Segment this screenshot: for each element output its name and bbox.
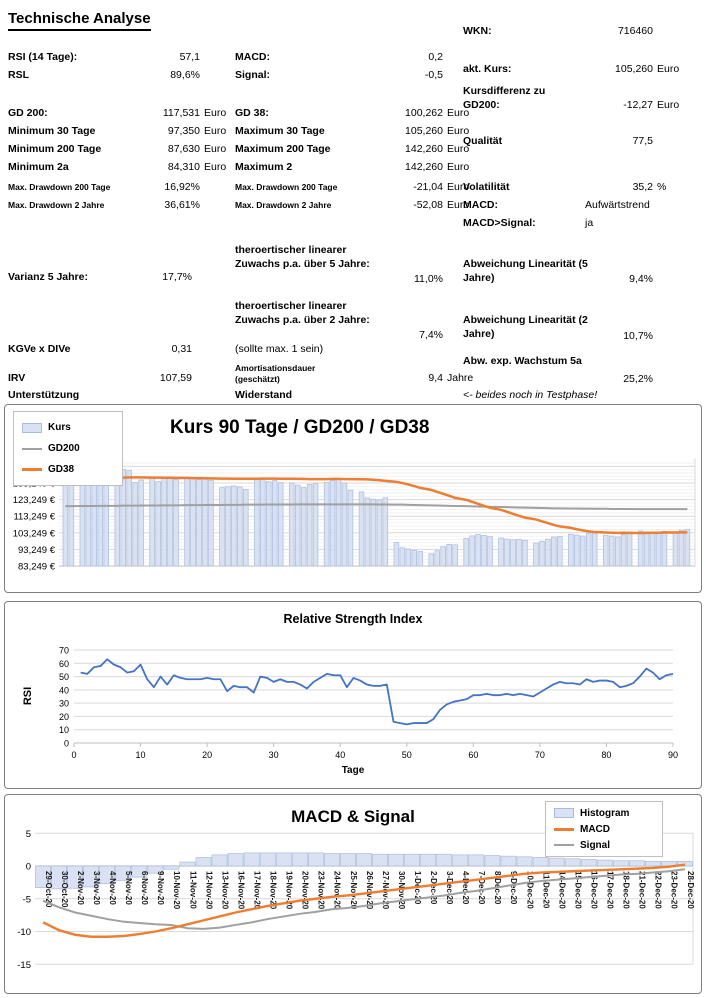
stat-value: ja [585,217,594,229]
stat-row [8,156,258,174]
svg-text:29-Oct-20: 29-Oct-20 [43,871,53,908]
svg-text:13-Nov-20: 13-Nov-20 [220,871,230,910]
legend-item-histogram [554,805,654,821]
legend-label-signal: Signal [580,839,611,851]
stat-label: Maximum 30 Tage [235,125,325,137]
svg-text:83,249 €: 83,249 € [18,561,55,573]
abwexp-label: Abw. exp. Wachstum 5a [463,355,582,367]
kgve-label: KGVe x DIVe [8,343,71,355]
page-title: Technische Analyse [8,10,151,31]
svg-text:11-Nov-20: 11-Nov-20 [188,871,198,909]
svg-text:4-Nov-20: 4-Nov-20 [108,871,118,905]
stat-label: RSI (14 Tage): [8,51,78,63]
svg-text:4-Dec-20: 4-Dec-20 [461,871,471,905]
svg-text:24-Nov-20: 24-Nov-20 [332,871,342,910]
svg-text:21-Dec-20: 21-Dec-20 [637,871,647,909]
stat-value: 35,2 [632,181,653,193]
stat-suffix: Euro [204,161,227,173]
stat-value: 89,6% [170,69,200,81]
stat-label: RSL [8,69,29,81]
svg-text:5-Nov-20: 5-Nov-20 [124,871,134,905]
svg-text:90: 90 [667,750,679,760]
abw5-label: Abweichung Linearität (5 Jahre) [463,258,588,284]
svg-text:60: 60 [468,750,479,760]
stat-label: Minimum 200 Tage [8,143,102,155]
stat-value: 84,310 [167,161,200,173]
svg-text:19-Nov-20: 19-Nov-20 [284,871,294,910]
stat-label: Volatilität [463,181,510,193]
stat-row [235,46,485,64]
gd200-line-icon [22,448,42,450]
stat-value: 716460 [617,25,653,37]
svg-text:70: 70 [58,645,69,656]
kurs-chart-legend [13,411,123,486]
legend-item-kurs [22,417,114,438]
legend-label-kurs: Kurs [48,422,71,433]
rsi-y-axis-label: RSI [22,686,35,706]
kurs-chart-title: Kurs 90 Tage / GD200 / GD38 [170,417,430,438]
legend-label-gd200: GD200 [48,443,80,454]
stats-column-right [463,20,706,230]
svg-text:9-Nov-20: 9-Nov-20 [156,871,166,905]
stat-row [235,194,485,212]
svg-text:15-Dec-20: 15-Dec-20 [573,871,583,909]
zuwachs5-value: 11,0% [414,273,443,285]
legend-label-gd38: GD38 [48,464,75,475]
stat-label: Maximum 2 [235,161,293,173]
svg-text:70: 70 [534,750,545,760]
svg-text:2-Dec-20: 2-Dec-20 [428,871,438,905]
stat-row [8,176,258,194]
svg-text:40: 40 [58,685,69,696]
svg-text:50: 50 [58,672,69,683]
svg-text:30: 30 [268,750,279,760]
stat-suffix: Euro [204,143,227,155]
svg-text:93,249 €: 93,249 € [18,544,55,556]
legend-item-signal [554,837,654,853]
svg-text:25-Nov-20: 25-Nov-20 [348,871,358,910]
stat-value: 100,262 [405,107,443,119]
stat-label: GD 38: [235,107,269,119]
svg-text:0: 0 [63,738,69,749]
stat-row [235,138,485,156]
zuwachs2-note: (sollte max. 1 sein) [235,343,324,355]
stat-suffix: Euro [447,181,470,193]
stat-value: 105,260 [615,63,653,75]
stat-value: Aufwärtstrend [585,199,650,211]
stat-row [8,46,258,64]
stat-row [463,194,706,212]
svg-text:16-Nov-20: 16-Nov-20 [236,871,246,910]
stat-suffix: Euro [204,107,227,119]
legend-label-histogram: Histogram [580,807,630,819]
macd-chart-title: MACD & Signal [291,807,415,826]
stat-row [8,194,258,212]
svg-text:16-Dec-20: 16-Dec-20 [589,871,599,909]
legend-label-macd: MACD [580,823,610,835]
svg-text:2-Nov-20: 2-Nov-20 [75,871,85,905]
svg-text:-10: -10 [17,927,31,938]
stat-value: 87,630 [167,143,200,155]
stat-row [463,58,706,76]
stat-row [8,64,258,82]
stat-suffix: Euro [447,161,470,173]
svg-text:30: 30 [58,698,69,709]
stat-value: 117,531 [162,107,200,119]
svg-text:27-Nov-20: 27-Nov-20 [380,871,390,910]
stat-label: akt. Kurs: [463,63,512,75]
stat-row [8,138,258,156]
svg-text:10-Nov-20: 10-Nov-20 [172,871,182,910]
stat-value: 77,5 [632,135,653,147]
stat-label: Qualität [463,135,503,147]
stat-row [463,84,706,112]
svg-text:18-Dec-20: 18-Dec-20 [621,871,631,909]
svg-text:22-Dec-20: 22-Dec-20 [653,871,663,909]
stat-row [8,120,258,138]
stat-suffix: Euro [447,199,470,211]
svg-text:14-Dec-20: 14-Dec-20 [557,871,567,909]
svg-text:30-Oct-20: 30-Oct-20 [59,871,69,908]
stat-row [235,120,485,138]
unterstuetzung-label: Unterstützung [8,389,80,401]
svg-text:5: 5 [25,828,31,840]
stat-value: -21,04 [413,181,443,193]
legend-item-gd38 [22,459,114,480]
testphase-note: <- beides noch in Testphase! [463,389,598,401]
svg-text:11-Dec-20: 11-Dec-20 [541,871,551,909]
svg-text:60: 60 [58,658,69,669]
stat-value: -12,27 [623,99,653,111]
stat-row [463,176,706,194]
stat-label: Max. Drawdown 2 Jahre [8,200,105,210]
svg-text:10-Dec-20: 10-Dec-20 [525,871,535,909]
macd-line-icon [554,828,574,831]
svg-text:80: 80 [601,750,612,760]
amort-suffix: Jahre [447,372,474,384]
legend-item-gd200 [22,438,114,459]
stat-label: Minimum 30 Tage [8,125,96,137]
abw5-value: 9,4% [629,273,653,285]
svg-text:20-Nov-20: 20-Nov-20 [300,871,310,910]
svg-text:0: 0 [25,861,31,873]
svg-text:103,249 €: 103,249 € [12,528,55,540]
stat-value: -52,08 [413,199,443,211]
stat-suffix: Euro [447,125,470,137]
stat-suffix: Euro [657,99,680,111]
amort-value: 9,4 [428,372,443,384]
kgve-value: 0,31 [171,343,192,355]
macd-chart-panel [4,794,702,994]
svg-text:17-Dec-20: 17-Dec-20 [605,871,615,909]
widerstand-label: Widerstand [235,389,293,401]
svg-text:113,249 €: 113,249 € [13,511,55,523]
signal-line-icon [554,844,574,846]
zuwachs2-label: theroertischer linearer Zuwachs p.a. über 2 Jahre: [235,300,370,326]
stat-value: 97,350 [167,125,200,137]
stat-row [463,130,706,148]
stat-label: Kursdifferenz zu GD200: [463,85,546,111]
stat-label: MACD: [235,51,270,63]
stat-suffix: Euro [447,143,470,155]
zuwachs2-value: 7,4% [419,329,443,341]
stat-row [235,64,485,82]
stat-row [8,102,258,120]
svg-text:23-Nov-20: 23-Nov-20 [316,871,326,910]
stat-row [463,212,706,230]
rsi-chart-panel [4,601,702,789]
stat-value: 36,61% [164,199,200,211]
histogram-swatch-icon [554,808,574,818]
stat-row [463,20,706,38]
abwexp-value: 25,2% [623,373,653,385]
svg-text:7-Dec-20: 7-Dec-20 [477,871,487,905]
stat-value: 16,92% [164,181,200,193]
irv-label: IRV [8,372,26,384]
stat-label: Signal: [235,69,271,81]
svg-text:0: 0 [71,750,77,760]
varianz-label: Varianz 5 Jahre: [8,271,88,283]
stats-column-middle [235,46,485,212]
amort-label: Amortisationsdauer (geschätzt) [235,363,316,384]
kurs-chart-panel [4,404,702,593]
stat-value: 142,260 [405,161,443,173]
legend-item-macd [554,821,654,837]
irv-value: 107,59 [159,372,192,384]
stat-row [235,156,485,174]
stat-label: MACD: [463,199,498,211]
svg-text:3-Dec-20: 3-Dec-20 [445,871,455,905]
rsi-line [81,659,673,724]
svg-text:1-Dec-20: 1-Dec-20 [412,871,422,905]
svg-text:123,249 €: 123,249 € [12,495,55,507]
zuwachs5-label: theroertischer linearer Zuwachs p.a. über 5 Jahre: [235,244,370,270]
svg-text:23-Dec-20: 23-Dec-20 [669,871,679,909]
stat-label: GD 200: [8,107,48,119]
stat-suffix: Euro [657,63,680,75]
stat-value: 57,1 [179,51,200,63]
stat-label: Maximum 200 Tage [235,143,331,155]
rsi-chart-title: Relative Strength Index [283,612,423,626]
kurs-bars [63,469,690,566]
kurs-swatch-icon [22,423,42,433]
svg-text:26-Nov-20: 26-Nov-20 [364,871,374,910]
abw2-value: 10,7% [623,330,653,342]
svg-text:50: 50 [401,750,412,760]
svg-text:6-Nov-20: 6-Nov-20 [140,871,150,905]
stat-value: 105,260 [405,125,443,137]
stat-value: -0,5 [424,69,443,81]
stat-label: Max. Drawdown 200 Tage [8,182,111,192]
rsi-chart [5,602,701,788]
svg-text:20: 20 [202,750,213,760]
gd38-line-icon [22,468,42,471]
stat-label: MACD>Signal: [463,217,536,229]
stats-column-left [8,46,258,212]
svg-text:30-Nov-20: 30-Nov-20 [396,871,406,910]
stat-label: WKN: [463,25,492,37]
varianz-value: 17,7% [162,271,192,283]
svg-text:8-Dec-20: 8-Dec-20 [493,871,503,905]
stat-value: 0,2 [428,51,443,63]
rsi-x-axis-label: Tage [341,765,365,776]
stat-label: Minimum 2a [8,161,69,173]
svg-text:28-Dec-20: 28-Dec-20 [685,871,695,909]
svg-text:-5: -5 [22,894,31,906]
svg-text:20: 20 [58,711,69,722]
stat-label: Max. Drawdown 200 Tage [235,182,338,192]
stat-suffix: Euro [447,107,470,119]
svg-text:10: 10 [135,750,146,760]
abw2-label: Abweichung Linearität (2 Jahre) [463,314,588,340]
svg-text:-15: -15 [17,959,31,971]
stat-value: 142,260 [405,143,443,155]
svg-text:12-Nov-20: 12-Nov-20 [204,871,214,910]
stat-suffix: % [657,181,667,193]
svg-text:3-Nov-20: 3-Nov-20 [91,871,101,905]
stat-row [235,176,485,194]
macd-chart-legend [545,801,663,857]
svg-text:10: 10 [58,725,69,736]
svg-text:18-Nov-20: 18-Nov-20 [268,871,278,910]
stat-row [235,102,485,120]
stat-suffix: Euro [204,125,227,137]
stat-label: Max. Drawdown 2 Jahre [235,200,332,210]
svg-text:17-Nov-20: 17-Nov-20 [252,871,262,910]
svg-text:9-Dec-20: 9-Dec-20 [509,871,519,905]
rsi-gridlines [59,646,678,761]
svg-text:40: 40 [335,750,346,760]
